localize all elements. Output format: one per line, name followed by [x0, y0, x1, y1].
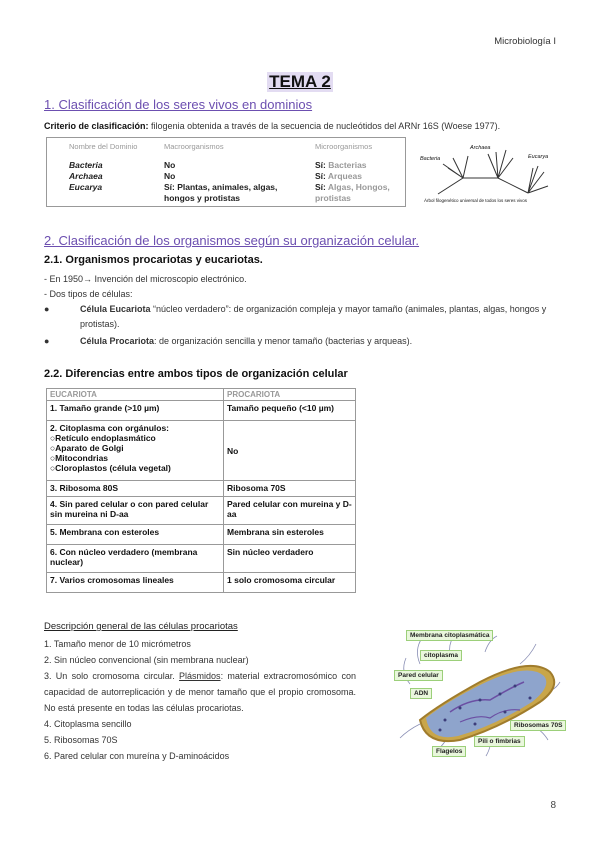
label-pili: Pili o fimbrias: [474, 736, 525, 747]
subheading-2-1: 2.1. Organismos procariotas y eucariotas.: [44, 254, 263, 266]
section1-heading: 1. Clasificación de los seres vivos en dominios: [44, 97, 313, 112]
prokaryote-cell-diagram: [390, 624, 566, 760]
list-item: 2. Sin núcleo convencional (sin membrana nuclear): [44, 655, 249, 665]
description-heading: Descripción general de las células procariotas: [44, 621, 238, 632]
label-membrana-citoplasmatica: Membrana citoplasmática: [406, 630, 493, 641]
criterion-line: Criterio de clasificación: filogenia obtenida a través de la secuencia de nucleótidos del ARNr 16S (Woese 1977).: [44, 121, 501, 131]
macro-values: No No Sí: Plantas, animales, algas, hongos y protistas: [164, 160, 278, 203]
table-row: 1. Tamaño grande (>10 µm) Tamaño pequeño (<10 µm): [47, 401, 356, 421]
th-macro: Macroorganismos: [164, 142, 224, 151]
tree-label-archaea: Archaea: [470, 145, 491, 151]
list-item: 5. Ribosomas 70S: [44, 735, 118, 745]
phylogenetic-tree: [418, 138, 558, 210]
domain-table: [46, 137, 406, 207]
table-row: 7. Varios cromosomas lineales 1 solo cromosoma circular: [47, 573, 356, 593]
description-list: [44, 636, 356, 764]
list-item: 4. Citoplasma sencillo: [44, 719, 132, 729]
label-pared-celular: Pared celular: [394, 670, 443, 681]
line-two-types: - Dos tipos de células:: [44, 289, 133, 299]
list-item: 6. Pared celular con mureína y D-aminoácidos: [44, 751, 230, 761]
section2-heading: 2. Clasificación de los organismos según su organización celular.: [44, 233, 420, 248]
table-row: 2. Citoplasma con orgánulos: ○Retículo endoplasmático ○Aparato de Golgi ○Mitocondrias ○Cloroplastos (célula vegetal) No: [47, 421, 356, 481]
th-micro: Microorganismos: [315, 142, 373, 151]
label-citoplasma: citoplasma: [420, 650, 462, 661]
label-flagelos: Flagelos: [432, 746, 466, 757]
subheading-2-2: 2.2. Diferencias entre ambos tipos de organización celular: [44, 368, 348, 380]
bullet-eucariota: Célula Eucariota “núcleo verdadero”: de organización compleja y mayor tamaño (animales, plantas, algas, hongos y protistas).: [80, 304, 547, 329]
table-row: 4. Sin pared celular o con pared celular sin mureina ni D-aa Pared celular con mureina y D-aa: [47, 497, 356, 525]
table-row: 5. Membrana con esteroles Membrana sin esteroles: [47, 525, 356, 545]
bullet-dot: ●: [44, 304, 50, 314]
line-1950: - En 1950→ Invención del microscopio electrónico.: [44, 274, 247, 284]
th-domain: Nombre del Dominio: [69, 142, 138, 151]
tree-label-bacteria: Bacteria: [420, 156, 441, 162]
label-ribosomas: Ribosomas 70S: [510, 720, 566, 731]
bullet-procariota: Célula Procariota: de organización sencilla y menor tamaño (bacterias y arqueas).: [80, 336, 413, 346]
running-header: Microbiología I: [494, 36, 556, 47]
comparison-table: [46, 388, 356, 593]
list-item: 3. Un solo cromosoma circular. Plásmidos: material extracromosómico con capacidad de autorreplicación y de menor tamaño que el propio cromosoma. No está presente en todas las células procariotas.: [44, 671, 357, 713]
table-row: 6. Con núcleo verdadero (membrana nuclear) Sin núcleo verdadero: [47, 545, 356, 573]
page-number: 8: [550, 800, 556, 811]
micro-values: Sí: Bacterias Sí: Arqueas Sí: Algas, Hongos, protistas: [315, 160, 390, 203]
tree-label-eucarya: Eucarya: [528, 154, 549, 160]
label-adn: ADN: [410, 688, 432, 699]
tree-caption: Árbol filogenético universal de todos los seres vivos: [424, 198, 528, 203]
table-header-row: EUCARIOTA PROCARIOTA: [47, 389, 356, 401]
page-title: TEMA 2: [269, 72, 331, 91]
bullet-dot: ●: [44, 336, 50, 346]
list-item: 1. Tamaño menor de 10 micrómetros: [44, 639, 191, 649]
table-row: 3. Ribosoma 80S Ribosoma 70S: [47, 481, 356, 497]
domain-names: Bacteria Archaea Eucarya: [69, 160, 103, 192]
